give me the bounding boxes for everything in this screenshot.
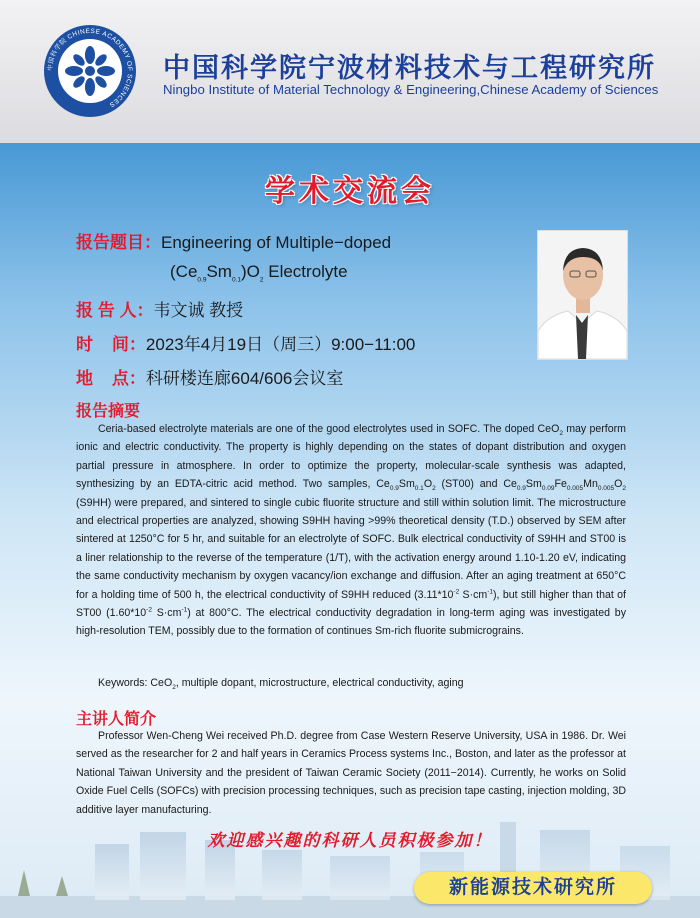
speaker-photo xyxy=(537,230,628,360)
place-value: 科研楼连廊604/606会议室 xyxy=(145,369,344,388)
logo-ring-text: 中国科学院 CHINESE ACADEMY OF SCIENCES xyxy=(46,27,134,109)
place-row xyxy=(76,364,343,389)
time-label: 时 间： xyxy=(76,335,146,354)
topic-line2 xyxy=(170,262,348,282)
speaker-name: 韦文诚 教授 xyxy=(153,301,244,320)
page-title: 学术交流会 xyxy=(265,174,435,209)
abstract-text: Ceria-based electrolyte materials are one of the good electrolytes used in SOFC. The doped CeO$_2$ may perform ionic and electric conductivity. The property is highly depending on the states of dopant distribution and oxygen partial pressure in atmosphere. In order to optimize the property, molecular-scale synthesis was adapted, synthesizing by an EDTA-citric acid method. Two samples, $Ce_{0.9}Sm_{0.1}O_2$ (ST00) and $Ce_{0.9}Sm_{0.09}Fe_{0.005}Mn_{0.005}O_2$ (S9HH) were prepared, and sintered to single cubic fluorite structure and still within solution limit. The microstructure and electrical properties are analyzed, showing S9HH having >99% theoretical density (T.D.) observed by SEM after sintered at 1250°C for 5 hr, and suitable for an electrolyte of SOFC. Bulk electrical conductivity of S9HH and ST00 is a liner relationship to the reverse of the temperature (1/T), with the activation energy around 1.10-1.20 eV, indicating the same conductivity mechanism by oxygen vacancy/ion exchange and diffusion. After an aging treatment at 650°C for a holding time of 500 h, the electrical conductivity of S9HH reduced ($3.11*10^{-2}$ $S\cdot cm^{-1}$), but still higher than that of ST00 ($1.60*10^{-2}$ $S\cdot cm^{-1}$) at 800°C. The electrical conductivity degradation in long-term aging was investigated by high-resolution TEM, possibly due to the formation of continues Sm-rich fluorite submicrograins. xyxy=(76,423,627,638)
institute-name-cn: 中国科学院宁波材料技术与工程研究所 xyxy=(163,53,656,84)
organizer-badge: 新能源技术研究所 xyxy=(414,872,652,904)
cas-logo-icon xyxy=(44,25,136,117)
abstract-keywords: Keywords: CeO$_2$, multiple dopant, microstructure, electrical conductivity, aging xyxy=(98,677,464,692)
welcome-slogan: 欢迎感兴趣的科研人员积极参加！ xyxy=(207,831,493,851)
topic-label: 报告题目： xyxy=(76,233,161,252)
topic-formula: $(Ce_{0.9}Sm_{0.1})O_2$ Electrolyte xyxy=(170,262,348,284)
place-label: 地 点： xyxy=(76,369,146,388)
topic-line1: Engineering of Multiple−doped xyxy=(161,233,392,252)
time-row xyxy=(76,330,415,355)
abstract-heading: 报告摘要 xyxy=(76,403,141,420)
topic-row xyxy=(76,228,391,253)
bio-text: Professor Wen-Cheng Wei received Ph.D. degree from Case Western Reserve University, USA in 1986. Dr. Wei served as the researcher for 2 and half years in Ceramics Process systems Inc., Boston, and later as the professor at National Taiwan University and the president of Taiwan Ceramic Society (2011−2014). Currently, he works on Solid Oxide Fuel Cells (SOFCs) with precision processing techniques, such as precision tape casting, injection molding, 3D additive layer manufacturing. xyxy=(76,730,626,816)
speaker-row xyxy=(76,296,243,321)
time-value: 2023年4月19日（周三）9:00−11:00 xyxy=(145,335,416,354)
bio-heading: 主讲人简介 xyxy=(76,711,157,728)
institute-name-en: Ningbo Institute of Material Technology & Engineering,Chinese Academy of Sciences xyxy=(163,82,659,97)
header-band xyxy=(0,0,700,143)
speaker-label: 报 告 人： xyxy=(76,301,154,320)
